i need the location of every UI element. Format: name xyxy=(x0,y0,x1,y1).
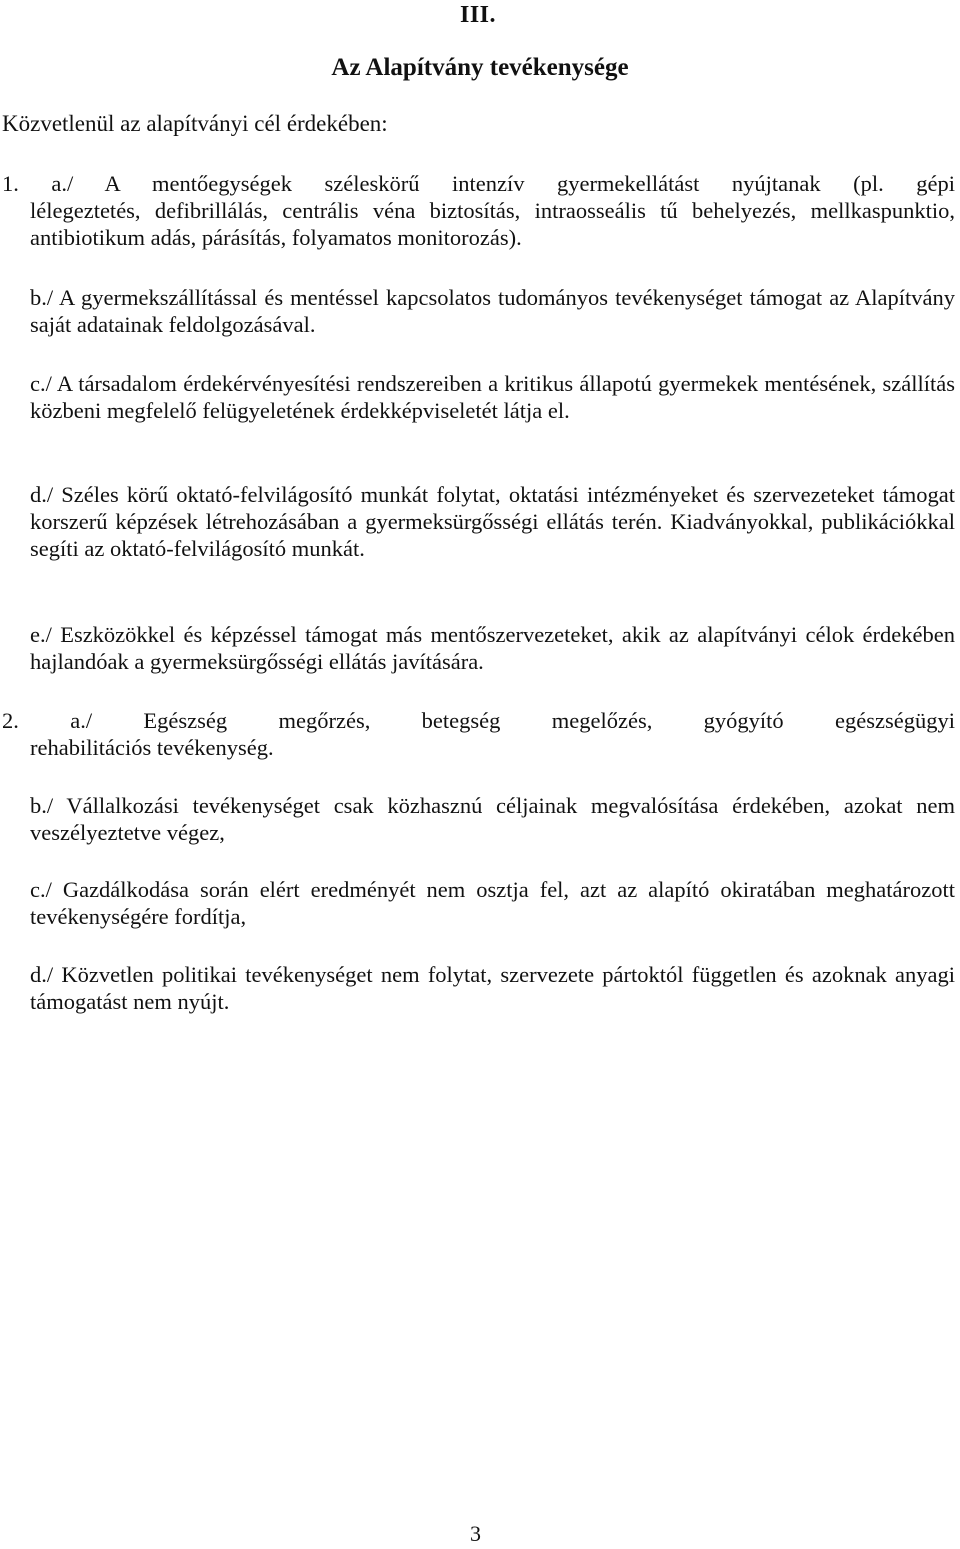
item-1a-lead: 1. a./ A mentőegységek széleskörű intenzív gyermekellátást nyújtanak (pl. gépi xyxy=(2,171,955,196)
item-1e: e./ Eszközökkel és képzéssel támogat más mentőszervezeteket, akik az alapítványi célok érdekében hajlandóak a gyermeksürgősségi ellátás javítására. xyxy=(30,622,955,674)
item-2b: b./ Vállalkozási tevékenységet csak közhasznú céljainak megvalósítása érdekében, azokat nem veszélyeztetve végez, xyxy=(30,793,955,845)
chapter-title: Az Alapítvány tevékenysége xyxy=(331,54,629,81)
page-number: 3 xyxy=(470,1521,481,1546)
item-2c: c./ Gazdálkodása során elért eredményét nem osztja fel, azt az alapító okiratában meghatározott tevékenységére fordítja, xyxy=(30,877,955,929)
item-1a xyxy=(2,170,955,251)
item-2a-lead: 2. a./ Egészség megőrzés, betegség megelőzés, gyógyító egészségügyi xyxy=(2,708,955,733)
item-2d: d./ Közvetlen politikai tevékenységet nem folytat, szervezete pártoktól független és azoknak anyagi támogatást nem nyújt. xyxy=(30,962,955,1014)
item-1c: c./ A társadalom érdekérvényesítési rendszereiben a kritikus állapotú gyermekek mentésének, szállítás közbeni megfelelő felügyeletének érdekképviseletét látja el. xyxy=(30,371,955,423)
item-1d: d./ Széles körű oktató-felvilágosító munkát folytat, oktatási intézményeket és szervezeteket támogat korszerű képzések létrehozásában a gyermeksürgősségi ellátás terén. Kiadványokkal, publikációkkal segíti az oktató-felvilágosító munkát. xyxy=(30,482,955,561)
item-1a-rest: lélegeztetés, defibrillálás, centrális véna biztosítás, intraosseális tű behelyezés, mellkaspunktio, antibiotikum adás, párásítás, folyamatos monitorozás). xyxy=(30,198,955,250)
item-2a xyxy=(2,707,955,761)
item-2a-rest: rehabilitációs tevékenység. xyxy=(30,735,274,760)
intro-text: Közvetlenül az alapítványi cél érdekében: xyxy=(2,111,388,136)
item-1b: b./ A gyermekszállítással és mentéssel kapcsolatos tudományos tevékenységet támogat az Alapítvány saját adatainak feldolgozásával. xyxy=(30,285,955,337)
chapter-number: III. xyxy=(460,2,497,28)
